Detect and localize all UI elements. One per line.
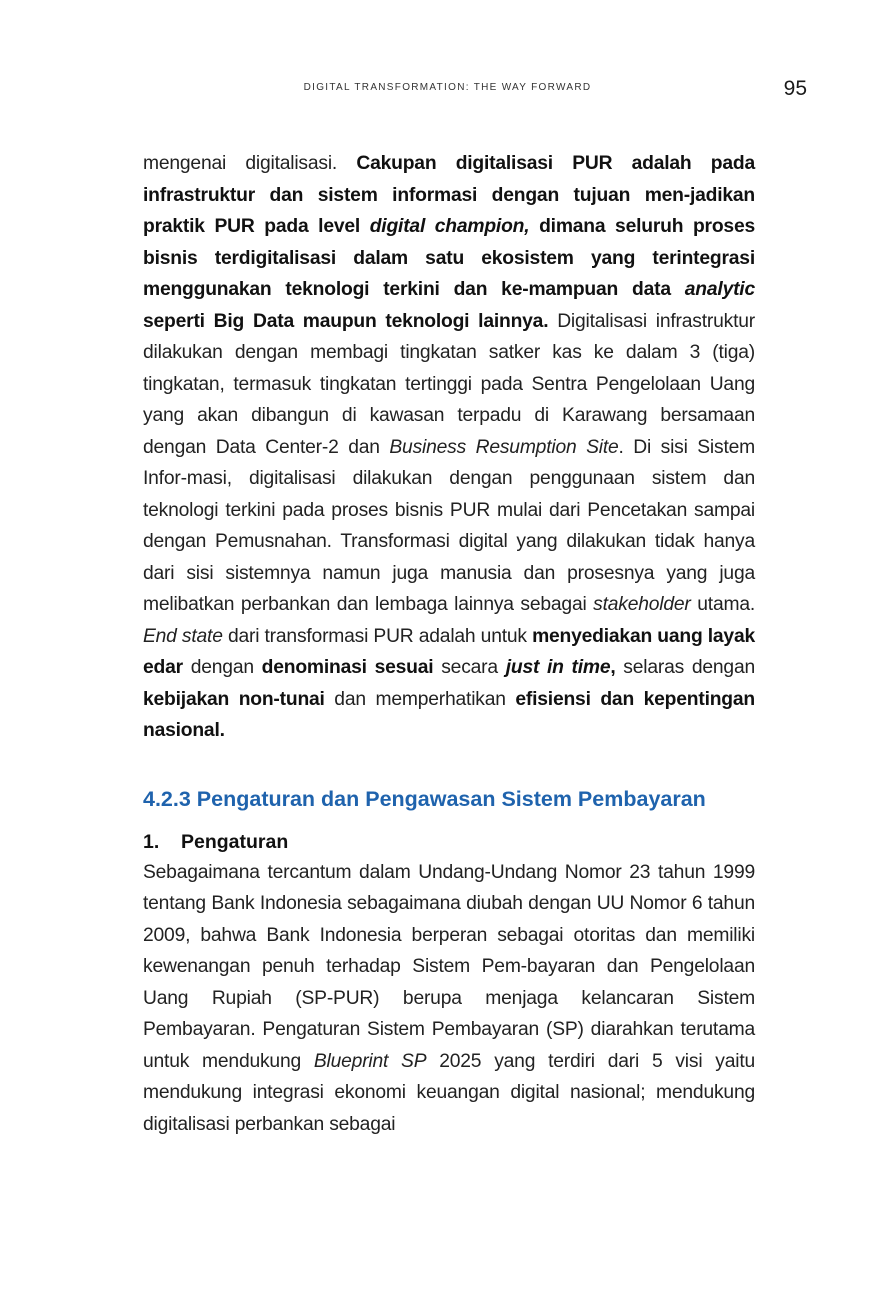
text-run: dan memperhatikan [324, 688, 516, 710]
page-content [143, 148, 755, 1140]
body-paragraph-1 [143, 148, 755, 747]
text-run: . Di sisi Sistem Infor-masi, digitalisasi dilakukan dengan penggunaan sistem dan teknologi terkini pada proses bisnis PUR mulai dari Pencetakan sampai dengan Pemusnahan. Transformasi digital yang dilakukan tidak hanya dari sisi sistemnya namun juga manusia dan prosesnya yang juga melibatkan perbankan dan lembaga lainnya sebagai [143, 436, 755, 615]
italic-text-run: digital champion, [369, 216, 530, 237]
sub-heading [143, 827, 755, 857]
text-run: Digitalisasi infrastruktur dilakukan dengan membagi tingkatan satker kas ke dalam 3 (tiga) tingkatan, termasuk tingkatan tertinggi pada Sentra Pengelolaan Uang yang akan dibangun di kawasan terpadu di Karawang bersamaan dengan Data Center-2 dan [143, 310, 755, 458]
bold-text-run: denominasi sesuai [261, 657, 434, 678]
bold-text-run: kebijakan non-tunai [143, 688, 325, 710]
text-run: dengan [182, 657, 262, 678]
section-heading: 4.2.3 Pengaturan dan Pengawasan Sistem Pembayaran [143, 786, 706, 811]
running-title: DIGITAL TRANSFORMATION: THE WAY FORWARD [303, 82, 592, 93]
page-number: 95 [783, 77, 807, 100]
body-paragraph-2 [143, 857, 755, 1141]
text-run: secara [433, 657, 506, 678]
italic-text-run: analytic [684, 279, 755, 300]
bold-text-run: Cakupan digitalisasi PUR adalah pada infrastruktur dan sistem informasi dengan tujuan men-jadikan praktik PUR pada level digital champion, dimana seluruh proses bisnis terdigitalisasi dalam satu ekosistem yang terintegrasi menggunakan teknologi terkini dan ke-mampuan data analytic seperti Big Data maupun teknologi lainnya. [143, 153, 756, 332]
sub-heading-title: Pengaturan [181, 830, 289, 853]
italic-text-run: End state [143, 625, 223, 647]
page-header [0, 77, 878, 100]
bold-text-run: efisiensi dan kepentingan nasional. [143, 688, 755, 741]
italic-text-run: Blueprint SP [313, 1050, 427, 1072]
text-run: utama. [690, 594, 756, 615]
sub-heading-number: 1. [143, 830, 160, 853]
text-run: 2025 yang terdiri dari 5 visi yaitu mendukung integrasi ekonomi keuangan digital nasional; mendukung digitalisasi perbankan sebagai [143, 1050, 756, 1135]
italic-text-run: stakeholder [593, 594, 691, 615]
text-run: dari transformasi PUR adalah untuk [222, 625, 533, 647]
italic-text-run: Business Resumption Site [389, 436, 619, 458]
text-run: Sebagaimana tercantum dalam Undang-Undang Nomor 23 tahun 1999 tentang Bank Indonesia sebagaimana diubah dengan UU Nomor 6 tahun 2009, bahwa Bank Indonesia berperan sebagai otoritas dan memiliki kewenangan penuh terhadap Sistem Pem-bayaran dan Pengelolaan Uang Rupiah (SP-PUR) berupa menjaga kelancaran Sistem Pembayaran. Pengaturan Sistem Pembayaran (SP) diarahkan terutama untuk mendukung [143, 861, 755, 1072]
text-run: selaras dengan [615, 657, 755, 678]
text-run: mengenai digitalisasi. [143, 153, 357, 174]
bold-italic-text-run: just in time, [505, 657, 616, 678]
bold-text-run: menyediakan uang layak edar [143, 625, 756, 678]
